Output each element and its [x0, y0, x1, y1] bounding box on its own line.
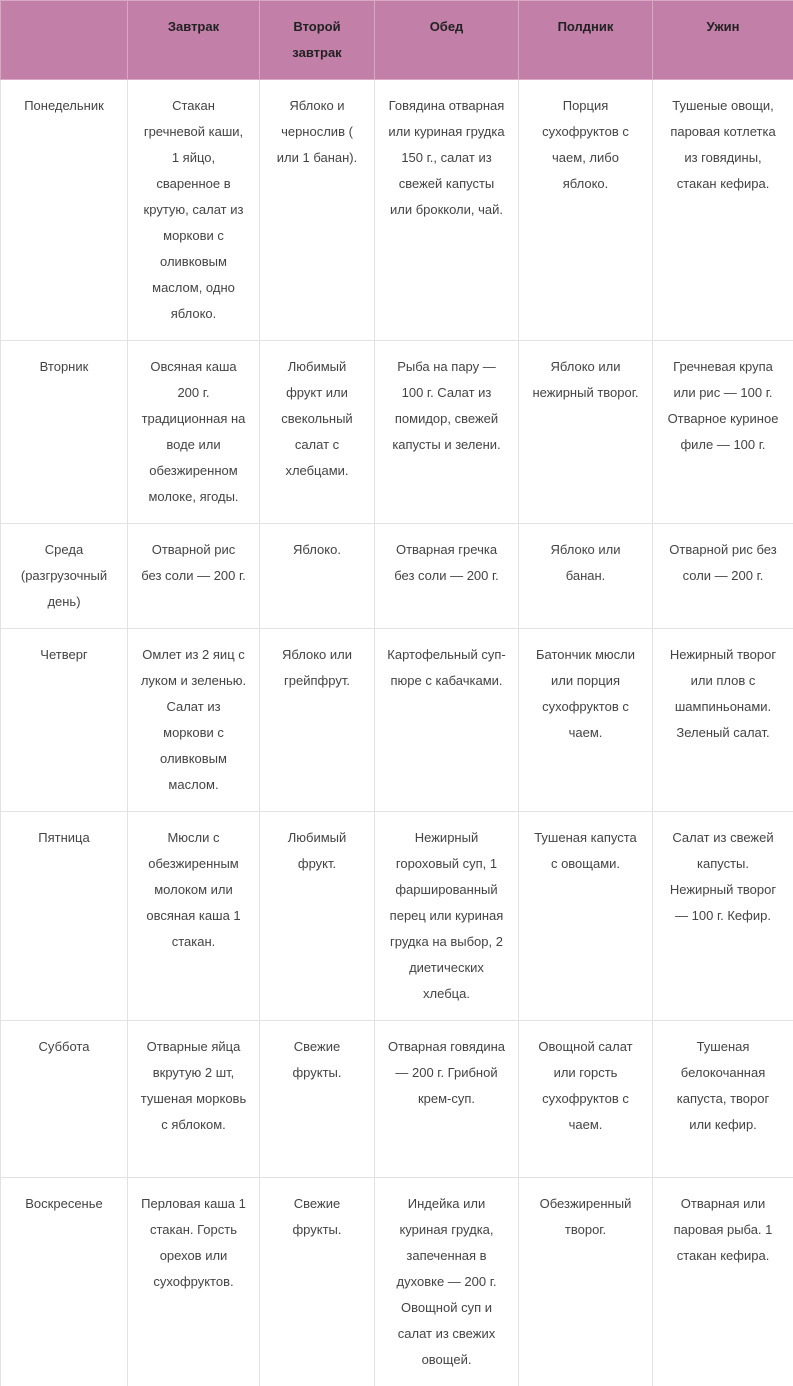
- second-breakfast-cell: Любимый фрукт.: [260, 812, 375, 1021]
- lunch-cell: Картофельный суп-пюре с кабачками.: [375, 629, 519, 812]
- table-row: [1, 1178, 793, 1386]
- day-cell: Среда (разгрузочный день): [1, 524, 128, 629]
- header-dinner: Ужин: [653, 1, 793, 80]
- lunch-cell: Говядина отварная или куриная грудка 150 г., салат из свежей капусты или брокколи, чай.: [375, 80, 519, 341]
- second-breakfast-cell: Яблоко.: [260, 524, 375, 629]
- breakfast-cell: Отварной рис без соли — 200 г.: [128, 524, 260, 629]
- second-breakfast-cell: Яблоко и чернослив ( или 1 банан).: [260, 80, 375, 341]
- table-row: [1, 524, 793, 629]
- snack-cell: Тушеная капуста с овощами.: [519, 812, 653, 1021]
- snack-cell: Овощной салат или горсть сухофруктов с чаем.: [519, 1021, 653, 1178]
- table-row: [1, 80, 793, 341]
- day-cell: Суббота: [1, 1021, 128, 1178]
- snack-cell: Батончик мюсли или порция сухофруктов с чаем.: [519, 629, 653, 812]
- dinner-cell: Гречневая крупа или рис — 100 г. Отварное куриное филе — 100 г.: [653, 341, 793, 524]
- second-breakfast-cell: Любимый фрукт или свекольный салат с хлебцами.: [260, 341, 375, 524]
- snack-cell: Порция сухофруктов с чаем, либо яблоко.: [519, 80, 653, 341]
- second-breakfast-cell: Свежие фрукты.: [260, 1021, 375, 1178]
- dinner-cell: Отварной рис без соли — 200 г.: [653, 524, 793, 629]
- header-breakfast: Завтрак: [128, 1, 260, 80]
- snack-cell: Обезжиренный творог.: [519, 1178, 653, 1386]
- header-second-breakfast: Второй завтрак: [260, 1, 375, 80]
- dinner-cell: Салат из свежей капусты. Нежирный творог — 100 г. Кефир.: [653, 812, 793, 1021]
- table-header-row: [1, 1, 793, 80]
- header-snack: Полдник: [519, 1, 653, 80]
- table-row: [1, 341, 793, 524]
- breakfast-cell: Овсяная каша 200 г. традиционная на воде или обезжиренном молоке, ягоды.: [128, 341, 260, 524]
- header-corner-cell: [1, 1, 128, 80]
- breakfast-cell: Перловая каша 1 стакан. Горсть орехов или сухофруктов.: [128, 1178, 260, 1386]
- lunch-cell: Отварная говядина — 200 г. Грибной крем-суп.: [375, 1021, 519, 1178]
- lunch-cell: Отварная гречка без соли — 200 г.: [375, 524, 519, 629]
- table-row: [1, 629, 793, 812]
- dinner-cell: Тушеная белокочанная капуста, творог или кефир.: [653, 1021, 793, 1178]
- dinner-cell: Нежирный творог или плов с шампиньонами. Зеленый салат.: [653, 629, 793, 812]
- breakfast-cell: Отварные яйца вкрутую 2 шт, тушеная морковь с яблоком.: [128, 1021, 260, 1178]
- second-breakfast-cell: Свежие фрукты.: [260, 1178, 375, 1386]
- header-lunch: Обед: [375, 1, 519, 80]
- day-cell: Воскресенье: [1, 1178, 128, 1386]
- snack-cell: Яблоко или банан.: [519, 524, 653, 629]
- dinner-cell: Тушеные овощи, паровая котлетка из говядины, стакан кефира.: [653, 80, 793, 341]
- table-row: [1, 1021, 793, 1178]
- day-cell: Понедельник: [1, 80, 128, 341]
- day-cell: Пятница: [1, 812, 128, 1021]
- breakfast-cell: Стакан гречневой каши, 1 яйцо, сваренное в крутую, салат из моркови с оливковым маслом, одно яблоко.: [128, 80, 260, 341]
- breakfast-cell: Мюсли с обезжиренным молоком или овсяная каша 1 стакан.: [128, 812, 260, 1021]
- day-cell: Четверг: [1, 629, 128, 812]
- lunch-cell: Индейка или куриная грудка, запеченная в духовке — 200 г. Овощной суп и салат из свежих овощей.: [375, 1178, 519, 1386]
- table-row: [1, 812, 793, 1021]
- dinner-cell: Отварная или паровая рыба. 1 стакан кефира.: [653, 1178, 793, 1386]
- second-breakfast-cell: Яблоко или грейпфрут.: [260, 629, 375, 812]
- breakfast-cell: Омлет из 2 яиц с луком и зеленью. Салат из моркови с оливковым маслом.: [128, 629, 260, 812]
- snack-cell: Яблоко или нежирный творог.: [519, 341, 653, 524]
- day-cell: Вторник: [1, 341, 128, 524]
- lunch-cell: Рыба на пару — 100 г. Салат из помидор, свежей капусты и зелени.: [375, 341, 519, 524]
- lunch-cell: Нежирный гороховый суп, 1 фаршированный перец или куриная грудка на выбор, 2 диетических хлебца.: [375, 812, 519, 1021]
